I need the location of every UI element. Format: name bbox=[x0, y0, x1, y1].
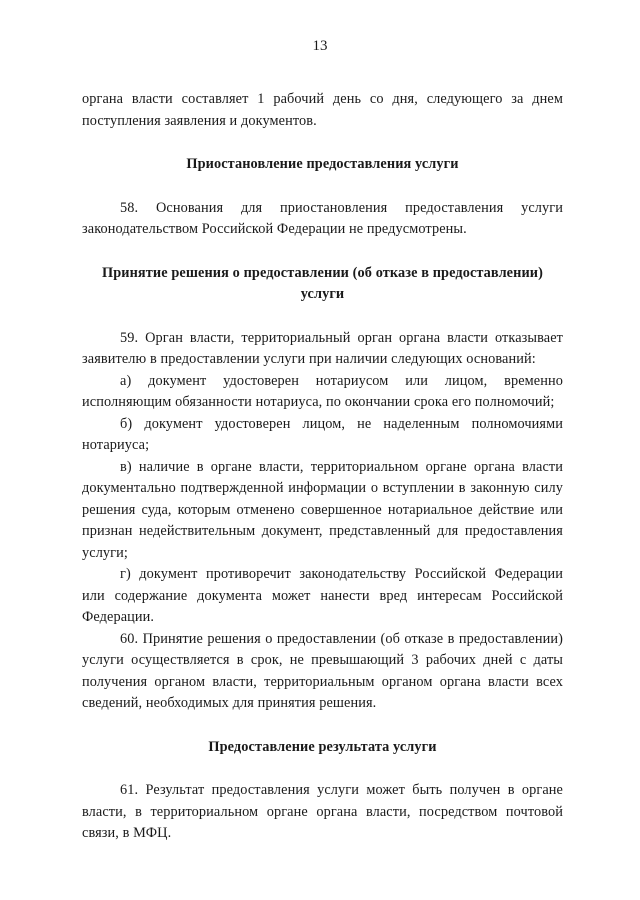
paragraph-59c: в) наличие в органе власти, территориальном органе органа власти документально подтвержденной информации о вступлении в законную силу решения суда, которым отменено совершенное нотариальное действие или признан недействительным документ, представленный для предоставления услуги; bbox=[82, 458, 563, 561]
paragraph-59: 59. Орган власти, территориальный орган органа власти отказывает заявителю в предоставлении услуги при наличии следующих оснований: bbox=[82, 329, 563, 367]
paragraph-61: 61. Результат предоставления услуги может быть получен в органе власти, в территориальном органе органа власти, посредством почтовой связи, в МФЦ. bbox=[82, 782, 563, 841]
heading-suspension: Приостановление предоставления услуги bbox=[186, 156, 459, 172]
heading-decision: Принятие решения о предоставлении (об отказе в предоставлении) услуги bbox=[101, 264, 544, 302]
document-body bbox=[82, 89, 563, 845]
heading-result: Предоставление результата услуги bbox=[208, 738, 437, 755]
page-number: 13 bbox=[312, 38, 328, 54]
paragraph-59a: а) документ удостоверен нотариусом или лицом, временно исполняющим обязанности нотариуса, по окончании срока его полномочий; bbox=[82, 372, 563, 410]
paragraph-58: 58. Основания для приостановления предоставления услуги законодательством Российской Федерации не предусмотрены. bbox=[82, 199, 563, 237]
paragraph-60: 60. Принятие решения о предоставлении (об отказе в предоставлении) услуги осуществляется в срок, не превышающий 3 рабочих дней с даты получения органом власти, территориальным органом органа власти всех сведений, необходимых для принятия решения. bbox=[82, 630, 563, 711]
paragraph-59b: б) документ удостоверен лицом, не наделенным полномочиями нотариуса; bbox=[82, 415, 563, 453]
paragraph-59d: г) документ противоречит законодательству Российской Федерации или содержание документа может нанести вред интересам Российской Федерации. bbox=[82, 566, 563, 625]
paragraph-continuation: органа власти составляет 1 рабочий день со дня, следующего за днем поступления заявления и документов. bbox=[82, 91, 563, 129]
